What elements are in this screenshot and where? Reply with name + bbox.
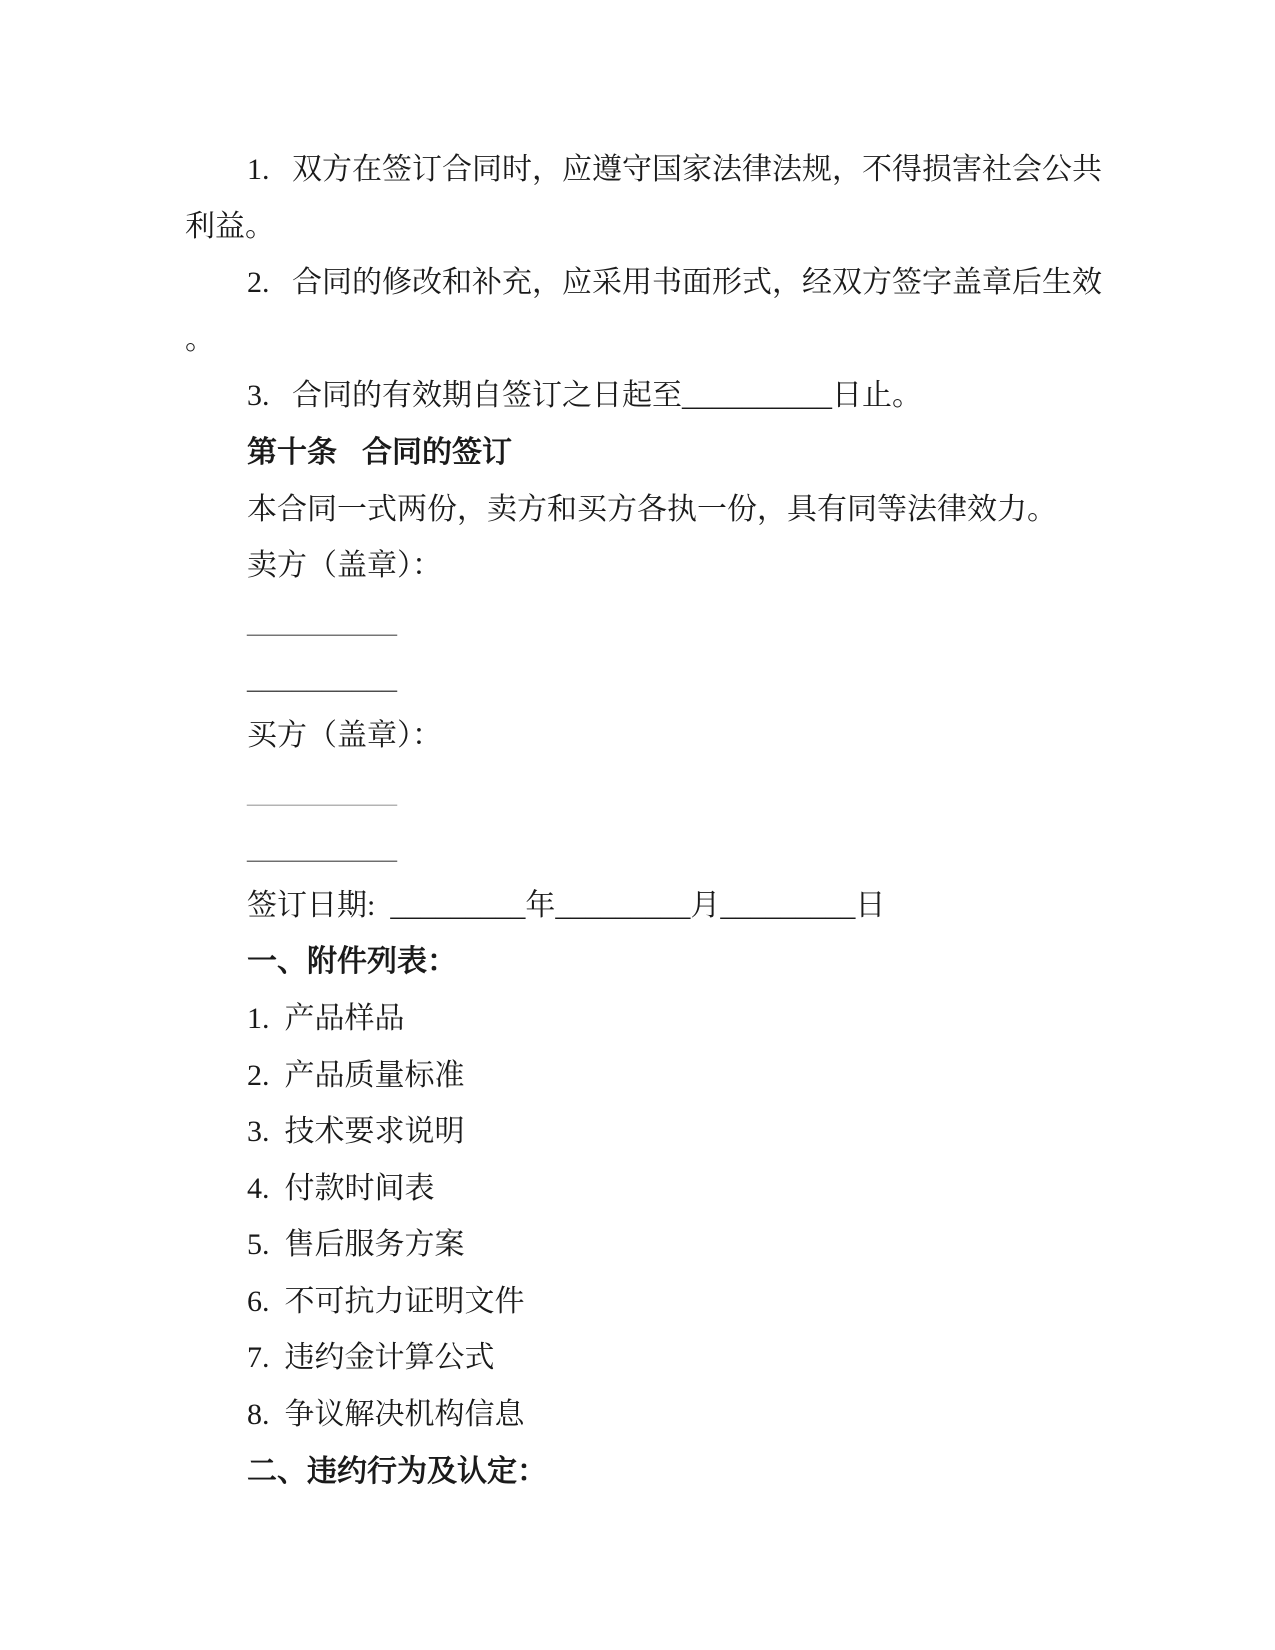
signing-date-line: 签订日期: _________年_________月_________日 (247, 888, 886, 922)
attachment-item-5: 5. 售后服务方案 (247, 1228, 465, 1262)
breach-section-heading: 二、违约行为及认定： (247, 1454, 547, 1488)
article-10-heading: 第十条 合同的签订 (247, 435, 513, 469)
buyer-seal-label: 买方（盖章）： (247, 718, 442, 752)
article-10-body: 本合同一式两份，卖方和买方各执一份，具有同等法律效力。 (247, 492, 1057, 526)
attachment-item-3: 3. 技术要求说明 (247, 1115, 465, 1149)
clause-2-text-line-1: 2. 合同的修改和补充，应采用书面形式，经双方签字盖章后生效 (247, 266, 1102, 300)
attachment-item-6: 6. 不可抗力证明文件 (247, 1284, 525, 1318)
attachment-item-4: 4. 付款时间表 (247, 1171, 435, 1205)
clause-1-text-line-1: 1. 双方在签订合同时，应遵守国家法律法规，不得损害社会公共 (247, 153, 1102, 186)
attachment-item-2: 2. 产品质量标准 (247, 1058, 465, 1092)
attachment-item-8: 8. 争议解决机构信息 (247, 1398, 525, 1432)
seller-seal-label: 卖方（盖章）： (247, 549, 442, 583)
attachment-item-1: 1. 产品样品 (247, 1001, 405, 1035)
attachment-item-7: 7. 违约金计算公式 (247, 1341, 495, 1375)
attachments-heading: 一、附件列表： (247, 945, 457, 979)
buyer-signature-blank-line-1: __________ (247, 775, 397, 809)
seller-signature-blank-line-2: __________ (247, 662, 397, 696)
buyer-signature-blank-line-2: __________ (247, 832, 397, 866)
clause-1-text-line-2: 利益。 (185, 209, 275, 243)
seller-signature-blank-line-1: __________ (247, 605, 397, 639)
contract-document-body (185, 142, 1102, 1500)
clause-2-text-line-2: 。 (185, 322, 215, 356)
clause-3-text: 3. 合同的有效期自签订之日起至__________日止。 (247, 379, 922, 413)
